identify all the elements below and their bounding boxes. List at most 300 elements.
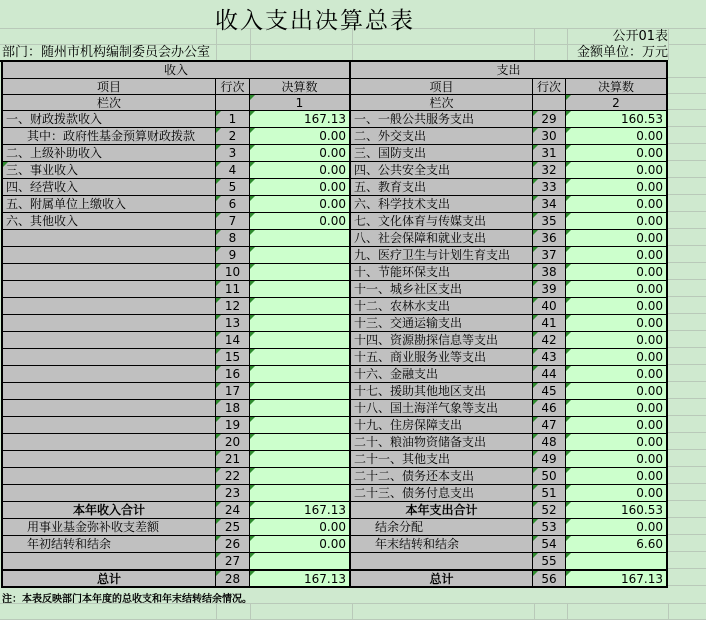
error-indicator-icon <box>566 485 571 490</box>
right-rowno-cell[interactable]: 33 <box>533 178 566 195</box>
empty-cell[interactable] <box>533 94 566 110</box>
error-indicator-icon <box>533 332 538 337</box>
left-amount-cell[interactable]: 0.00 <box>250 212 351 229</box>
income-column-label[interactable]: 栏次 <box>3 94 216 110</box>
error-indicator-icon <box>250 366 255 371</box>
right-amount-cell[interactable]: 0.00 <box>566 212 666 229</box>
right-item-cell[interactable] <box>351 552 533 569</box>
left-item-cell[interactable] <box>3 467 216 484</box>
left-amount-cell[interactable]: 0.00 <box>250 127 351 144</box>
right-rowno-cell[interactable]: 49 <box>533 450 566 467</box>
right-item-cell[interactable]: 结余分配 <box>351 518 533 535</box>
left-rowno-cell[interactable]: 20 <box>216 433 250 450</box>
error-indicator-icon <box>216 162 221 167</box>
error-indicator-icon <box>250 332 255 337</box>
error-indicator-icon <box>533 571 538 576</box>
error-indicator-icon <box>216 485 221 490</box>
left-rowno-cell[interactable]: 6 <box>216 195 250 212</box>
income-amount-header[interactable]: 决算数 <box>250 78 351 94</box>
left-amount-cell[interactable] <box>250 382 351 399</box>
right-item-cell[interactable]: 本年支出合计 <box>351 501 533 518</box>
left-item-cell[interactable]: 六、其他收入 <box>3 212 216 229</box>
right-item-cell[interactable]: 一、一般公共服务支出 <box>351 110 533 127</box>
error-indicator-icon <box>566 519 571 524</box>
right-rowno-cell[interactable]: 45 <box>533 382 566 399</box>
left-amount-cell[interactable] <box>250 416 351 433</box>
right-amount-cell[interactable]: 0.00 <box>566 314 666 331</box>
error-indicator-icon <box>250 315 255 320</box>
error-indicator-icon <box>250 417 255 422</box>
left-rowno-cell[interactable]: 17 <box>216 382 250 399</box>
right-item-cell[interactable]: 十五、商业服务业等支出 <box>351 348 533 365</box>
error-indicator-icon <box>566 468 571 473</box>
error-indicator-icon <box>250 502 255 507</box>
error-indicator-icon <box>216 536 221 541</box>
expenditure-item-header[interactable]: 项目 <box>351 78 533 94</box>
left-item-cell[interactable]: 其中：政府性基金预算财政拨款 <box>3 127 216 144</box>
error-indicator-icon <box>250 553 255 558</box>
right-amount-cell[interactable]: 0.00 <box>566 399 666 416</box>
left-amount-cell[interactable] <box>250 246 351 263</box>
left-amount-cell[interactable]: 0.00 <box>250 195 351 212</box>
right-item-cell[interactable]: 十、节能环保支出 <box>351 263 533 280</box>
left-amount-cell[interactable]: 0.00 <box>250 144 351 161</box>
error-indicator-icon <box>216 298 221 303</box>
right-amount-cell[interactable]: 0.00 <box>566 484 666 501</box>
amount-unit-label: 金额单位：万元 <box>572 45 668 60</box>
left-item-cell[interactable] <box>3 263 216 280</box>
gridline <box>668 28 669 60</box>
right-amount-cell[interactable]: 0.00 <box>566 467 666 484</box>
gridline <box>534 603 535 620</box>
error-indicator-icon <box>533 519 538 524</box>
error-indicator-icon <box>250 247 255 252</box>
right-amount-cell[interactable]: 0.00 <box>566 433 666 450</box>
error-indicator-icon <box>533 162 538 167</box>
left-amount-cell[interactable] <box>250 399 351 416</box>
right-item-cell[interactable]: 十三、交通运输支出 <box>351 314 533 331</box>
income-section-header[interactable]: 收入 <box>3 62 351 78</box>
left-rowno-cell[interactable]: 27 <box>216 552 250 569</box>
right-rowno-cell[interactable]: 39 <box>533 280 566 297</box>
left-item-cell[interactable] <box>3 484 216 501</box>
error-indicator-icon <box>216 111 221 116</box>
left-item-cell[interactable] <box>3 297 216 314</box>
sheet-label: 公开01表 <box>607 29 668 45</box>
expenditure-rowno-header[interactable]: 行次 <box>533 78 566 94</box>
left-item-cell[interactable] <box>3 314 216 331</box>
right-amount-cell[interactable]: 0.00 <box>566 280 666 297</box>
error-indicator-icon <box>216 179 221 184</box>
right-rowno-cell[interactable]: 44 <box>533 365 566 382</box>
error-indicator-icon <box>216 213 221 218</box>
error-indicator-icon <box>533 502 538 507</box>
right-rowno-cell[interactable]: 42 <box>533 331 566 348</box>
error-indicator-icon <box>566 111 571 116</box>
right-amount-cell[interactable] <box>566 552 666 569</box>
page-title: 收入支出决算总表 <box>215 8 415 34</box>
table-grid <box>1 60 668 588</box>
right-rowno-cell[interactable]: 51 <box>533 484 566 501</box>
error-indicator-icon <box>250 264 255 269</box>
gridline <box>567 603 568 620</box>
right-rowno-cell[interactable]: 48 <box>533 433 566 450</box>
right-item-cell[interactable]: 十六、金融支出 <box>351 365 533 382</box>
left-rowno-cell[interactable]: 2 <box>216 127 250 144</box>
right-amount-cell[interactable]: 0.00 <box>566 331 666 348</box>
left-item-cell[interactable]: 总计 <box>3 569 216 586</box>
error-indicator-icon <box>216 366 221 371</box>
right-rowno-cell[interactable]: 35 <box>533 212 566 229</box>
left-item-cell[interactable]: 一、财政拨款收入 <box>3 110 216 127</box>
left-amount-cell[interactable] <box>250 263 351 280</box>
left-rowno-cell[interactable]: 21 <box>216 450 250 467</box>
right-rowno-cell[interactable]: 41 <box>533 314 566 331</box>
right-item-cell[interactable]: 二、外交支出 <box>351 127 533 144</box>
error-indicator-icon <box>533 128 538 133</box>
left-rowno-cell[interactable]: 7 <box>216 212 250 229</box>
right-item-cell[interactable]: 十二、农林水支出 <box>351 297 533 314</box>
error-indicator-icon <box>216 315 221 320</box>
left-item-cell[interactable] <box>3 280 216 297</box>
left-rowno-cell[interactable]: 9 <box>216 246 250 263</box>
right-amount-cell[interactable]: 0.00 <box>566 365 666 382</box>
left-item-cell[interactable]: 三、事业收入 <box>3 161 216 178</box>
error-indicator-icon <box>566 213 571 218</box>
left-amount-cell[interactable] <box>250 229 351 246</box>
error-indicator-icon <box>533 485 538 490</box>
left-item-cell[interactable]: 五、附属单位上缴收入 <box>3 195 216 212</box>
right-rowno-cell[interactable]: 54 <box>533 535 566 552</box>
left-rowno-cell[interactable]: 8 <box>216 229 250 246</box>
error-indicator-icon <box>250 162 255 167</box>
income-rowno-header[interactable]: 行次 <box>216 78 250 94</box>
right-amount-cell[interactable]: 0.00 <box>566 416 666 433</box>
left-item-cell[interactable] <box>3 348 216 365</box>
left-rowno-cell[interactable]: 16 <box>216 365 250 382</box>
error-indicator-icon <box>216 349 221 354</box>
left-rowno-cell[interactable]: 5 <box>216 178 250 195</box>
error-indicator-icon <box>533 417 538 422</box>
error-indicator-icon <box>566 434 571 439</box>
error-indicator-icon <box>566 349 571 354</box>
left-item-cell[interactable]: 用事业基金弥补收支差额 <box>3 518 216 535</box>
error-indicator-icon <box>250 95 255 100</box>
right-item-cell[interactable]: 五、教育支出 <box>351 178 533 195</box>
right-amount-cell[interactable]: 0.00 <box>566 518 666 535</box>
error-indicator-icon <box>566 179 571 184</box>
right-rowno-cell[interactable]: 46 <box>533 399 566 416</box>
right-item-cell[interactable]: 二十、粮油物资储备支出 <box>351 433 533 450</box>
empty-cell[interactable] <box>216 94 250 110</box>
left-rowno-cell[interactable]: 10 <box>216 263 250 280</box>
left-rowno-cell[interactable]: 4 <box>216 161 250 178</box>
left-item-cell[interactable] <box>3 416 216 433</box>
right-rowno-cell[interactable]: 38 <box>533 263 566 280</box>
right-amount-cell[interactable]: 0.00 <box>566 127 666 144</box>
error-indicator-icon <box>533 383 538 388</box>
right-rowno-cell[interactable]: 56 <box>533 569 566 586</box>
error-indicator-icon <box>566 196 571 201</box>
error-indicator-icon <box>250 434 255 439</box>
right-amount-cell[interactable]: 0.00 <box>566 229 666 246</box>
error-indicator-icon <box>533 281 538 286</box>
error-indicator-icon <box>533 400 538 405</box>
left-rowno-cell[interactable]: 19 <box>216 416 250 433</box>
left-amount-cell[interactable] <box>250 484 351 501</box>
left-item-cell[interactable] <box>3 382 216 399</box>
right-item-cell[interactable]: 十七、援助其他地区支出 <box>351 382 533 399</box>
error-indicator-icon <box>566 298 571 303</box>
error-indicator-icon <box>533 553 538 558</box>
error-indicator-icon <box>566 281 571 286</box>
error-indicator-icon <box>250 281 255 286</box>
right-rowno-cell[interactable]: 37 <box>533 246 566 263</box>
error-indicator-icon <box>566 332 571 337</box>
error-indicator-icon <box>216 383 221 388</box>
right-amount-cell[interactable]: 0.00 <box>566 161 666 178</box>
error-indicator-icon <box>216 230 221 235</box>
right-amount-cell[interactable]: 0.00 <box>566 348 666 365</box>
right-item-cell[interactable]: 年末结转和结余 <box>351 535 533 552</box>
error-indicator-icon <box>533 179 538 184</box>
error-indicator-icon <box>533 213 538 218</box>
left-amount-cell[interactable]: 0.00 <box>250 535 351 552</box>
income-column-number[interactable] <box>250 94 351 110</box>
left-amount-cell[interactable] <box>250 365 351 382</box>
left-item-cell[interactable] <box>3 365 216 382</box>
left-rowno-cell[interactable]: 25 <box>216 518 250 535</box>
right-item-cell[interactable]: 二十一、其他支出 <box>351 450 533 467</box>
left-amount-cell[interactable] <box>250 314 351 331</box>
left-amount-cell[interactable] <box>250 450 351 467</box>
error-indicator-icon <box>216 502 221 507</box>
right-item-cell[interactable]: 六、科学技术支出 <box>351 195 533 212</box>
error-indicator-icon <box>250 111 255 116</box>
error-indicator-icon <box>566 145 571 150</box>
expenditure-column-label[interactable]: 栏次 <box>351 94 533 110</box>
department-label: 部门：随州市机构编制委员会办公室 <box>2 45 215 60</box>
error-indicator-icon <box>250 519 255 524</box>
error-indicator-icon <box>216 145 221 150</box>
left-rowno-cell[interactable]: 13 <box>216 314 250 331</box>
left-amount-cell[interactable]: 0.00 <box>250 518 351 535</box>
right-item-cell[interactable]: 七、文化体育与传媒支出 <box>351 212 533 229</box>
error-indicator-icon <box>250 196 255 201</box>
error-indicator-icon <box>533 349 538 354</box>
left-amount-cell[interactable] <box>250 297 351 314</box>
error-indicator-icon <box>250 571 255 576</box>
left-amount-cell[interactable] <box>250 280 351 297</box>
error-indicator-icon <box>566 162 571 167</box>
right-rowno-cell[interactable]: 55 <box>533 552 566 569</box>
left-amount-cell[interactable]: 167.13 <box>250 501 351 518</box>
right-item-cell[interactable]: 十四、资源勘探信息等支出 <box>351 331 533 348</box>
gridline <box>250 603 251 620</box>
error-indicator-icon <box>216 281 221 286</box>
error-indicator-icon <box>533 366 538 371</box>
right-amount-cell[interactable]: 6.60 <box>566 535 666 552</box>
left-rowno-cell[interactable]: 23 <box>216 484 250 501</box>
left-amount-cell[interactable]: 167.13 <box>250 569 351 586</box>
right-item-cell[interactable]: 二十二、债务还本支出 <box>351 467 533 484</box>
expenditure-amount-header[interactable]: 决算数 <box>566 78 666 94</box>
error-indicator-icon <box>533 196 538 201</box>
left-amount-cell[interactable] <box>250 552 351 569</box>
error-indicator-icon <box>216 332 221 337</box>
error-indicator-icon <box>566 502 571 507</box>
left-item-cell[interactable] <box>3 331 216 348</box>
right-item-cell[interactable]: 总计 <box>351 569 533 586</box>
error-indicator-icon <box>566 400 571 405</box>
error-indicator-icon <box>566 95 571 100</box>
error-indicator-icon <box>250 451 255 456</box>
error-indicator-icon <box>566 383 571 388</box>
right-rowno-cell[interactable]: 47 <box>533 416 566 433</box>
right-amount-cell[interactable]: 0.00 <box>566 263 666 280</box>
left-item-cell[interactable]: 四、经营收入 <box>3 178 216 195</box>
table-note: 注：本表反映部门本年度的总收支和年末结转结余情况。 <box>2 594 252 605</box>
error-indicator-icon <box>216 247 221 252</box>
error-indicator-icon <box>566 128 571 133</box>
right-rowno-cell[interactable]: 34 <box>533 195 566 212</box>
left-item-cell[interactable] <box>3 229 216 246</box>
right-amount-cell[interactable]: 0.00 <box>566 195 666 212</box>
left-item-cell[interactable]: 年初结转和结余 <box>3 535 216 552</box>
error-indicator-icon <box>216 196 221 201</box>
left-item-cell[interactable] <box>3 399 216 416</box>
right-rowno-cell[interactable]: 43 <box>533 348 566 365</box>
background-cells <box>668 62 706 110</box>
gridline <box>216 603 217 620</box>
left-rowno-cell[interactable]: 12 <box>216 297 250 314</box>
right-amount-cell[interactable]: 0.00 <box>566 178 666 195</box>
gridline <box>352 603 353 620</box>
left-amount-cell[interactable] <box>250 348 351 365</box>
error-indicator-icon <box>566 230 571 235</box>
error-indicator-icon <box>533 111 538 116</box>
left-item-cell[interactable]: 本年收入合计 <box>3 501 216 518</box>
left-rowno-cell[interactable]: 11 <box>216 280 250 297</box>
error-indicator-icon <box>216 128 221 133</box>
error-indicator-icon <box>533 468 538 473</box>
error-indicator-icon <box>250 179 255 184</box>
right-rowno-cell[interactable]: 53 <box>533 518 566 535</box>
right-rowno-cell[interactable]: 40 <box>533 297 566 314</box>
expenditure-column-number[interactable] <box>566 94 666 110</box>
right-rowno-cell[interactable]: 29 <box>533 110 566 127</box>
error-indicator-icon <box>216 417 221 422</box>
left-rowno-cell[interactable]: 26 <box>216 535 250 552</box>
left-rowno-cell[interactable]: 24 <box>216 501 250 518</box>
error-indicator-icon <box>566 366 571 371</box>
right-amount-cell[interactable]: 160.53 <box>566 501 666 518</box>
error-indicator-icon <box>250 536 255 541</box>
error-indicator-icon <box>533 264 538 269</box>
left-rowno-cell[interactable]: 18 <box>216 399 250 416</box>
error-indicator-icon <box>533 247 538 252</box>
right-rowno-cell[interactable]: 36 <box>533 229 566 246</box>
right-amount-cell[interactable]: 0.00 <box>566 450 666 467</box>
error-indicator-icon <box>250 128 255 133</box>
background-cells <box>668 110 706 587</box>
right-item-cell[interactable]: 三、国防支出 <box>351 144 533 161</box>
left-item-cell[interactable]: 二、上级补助收入 <box>3 144 216 161</box>
left-rowno-cell[interactable]: 14 <box>216 331 250 348</box>
left-amount-cell[interactable]: 167.13 <box>250 110 351 127</box>
error-indicator-icon <box>566 553 571 558</box>
left-rowno-cell[interactable]: 28 <box>216 569 250 586</box>
left-item-cell[interactable] <box>3 450 216 467</box>
left-amount-cell[interactable] <box>250 331 351 348</box>
error-indicator-icon <box>566 417 571 422</box>
error-indicator-icon <box>533 434 538 439</box>
right-rowno-cell[interactable]: 50 <box>533 467 566 484</box>
right-amount-cell[interactable]: 0.00 <box>566 297 666 314</box>
left-rowno-cell[interactable]: 22 <box>216 467 250 484</box>
left-amount-cell[interactable]: 0.00 <box>250 178 351 195</box>
income-item-header[interactable]: 项目 <box>3 78 216 94</box>
error-indicator-icon <box>566 571 571 576</box>
gridline <box>668 603 669 620</box>
error-indicator-icon <box>216 264 221 269</box>
right-amount-cell[interactable]: 0.00 <box>566 246 666 263</box>
error-indicator-icon <box>250 383 255 388</box>
right-item-cell[interactable]: 十九、住房保障支出 <box>351 416 533 433</box>
error-indicator-icon <box>250 213 255 218</box>
right-rowno-cell[interactable]: 32 <box>533 161 566 178</box>
right-amount-cell[interactable]: 167.13 <box>566 569 666 586</box>
left-amount-cell[interactable] <box>250 467 351 484</box>
left-amount-cell[interactable]: 0.00 <box>250 161 351 178</box>
error-indicator-icon <box>250 298 255 303</box>
right-amount-cell[interactable]: 0.00 <box>566 144 666 161</box>
error-indicator-icon <box>250 468 255 473</box>
error-indicator-icon <box>566 536 571 541</box>
left-rowno-cell[interactable]: 1 <box>216 110 250 127</box>
right-amount-cell[interactable]: 0.00 <box>566 382 666 399</box>
left-item-cell[interactable] <box>3 552 216 569</box>
left-rowno-cell[interactable]: 3 <box>216 144 250 161</box>
error-indicator-icon <box>216 400 221 405</box>
right-rowno-cell[interactable]: 30 <box>533 127 566 144</box>
left-item-cell[interactable] <box>3 433 216 450</box>
right-item-cell[interactable]: 九、医疗卫生与计划生育支出 <box>351 246 533 263</box>
error-indicator-icon <box>566 264 571 269</box>
right-item-cell[interactable]: 二十三、债务付息支出 <box>351 484 533 501</box>
error-indicator-icon <box>250 230 255 235</box>
error-indicator-icon <box>566 315 571 320</box>
expenditure-section-header[interactable]: 支出 <box>351 62 666 78</box>
right-item-cell[interactable]: 十一、城乡社区支出 <box>351 280 533 297</box>
error-indicator-icon <box>533 298 538 303</box>
right-item-cell[interactable]: 四、公共安全支出 <box>351 161 533 178</box>
right-amount-cell[interactable]: 160.53 <box>566 110 666 127</box>
right-item-cell[interactable]: 八、社会保障和就业支出 <box>351 229 533 246</box>
error-indicator-icon <box>250 485 255 490</box>
right-rowno-cell[interactable]: 52 <box>533 501 566 518</box>
error-indicator-icon <box>533 230 538 235</box>
right-item-cell[interactable]: 十八、国土海洋气象等支出 <box>351 399 533 416</box>
left-rowno-cell[interactable]: 15 <box>216 348 250 365</box>
left-item-cell[interactable] <box>3 246 216 263</box>
right-rowno-cell[interactable]: 31 <box>533 144 566 161</box>
error-indicator-icon <box>3 162 8 167</box>
error-indicator-icon <box>533 536 538 541</box>
error-indicator-icon <box>566 247 571 252</box>
error-indicator-icon <box>250 400 255 405</box>
left-amount-cell[interactable] <box>250 433 351 450</box>
